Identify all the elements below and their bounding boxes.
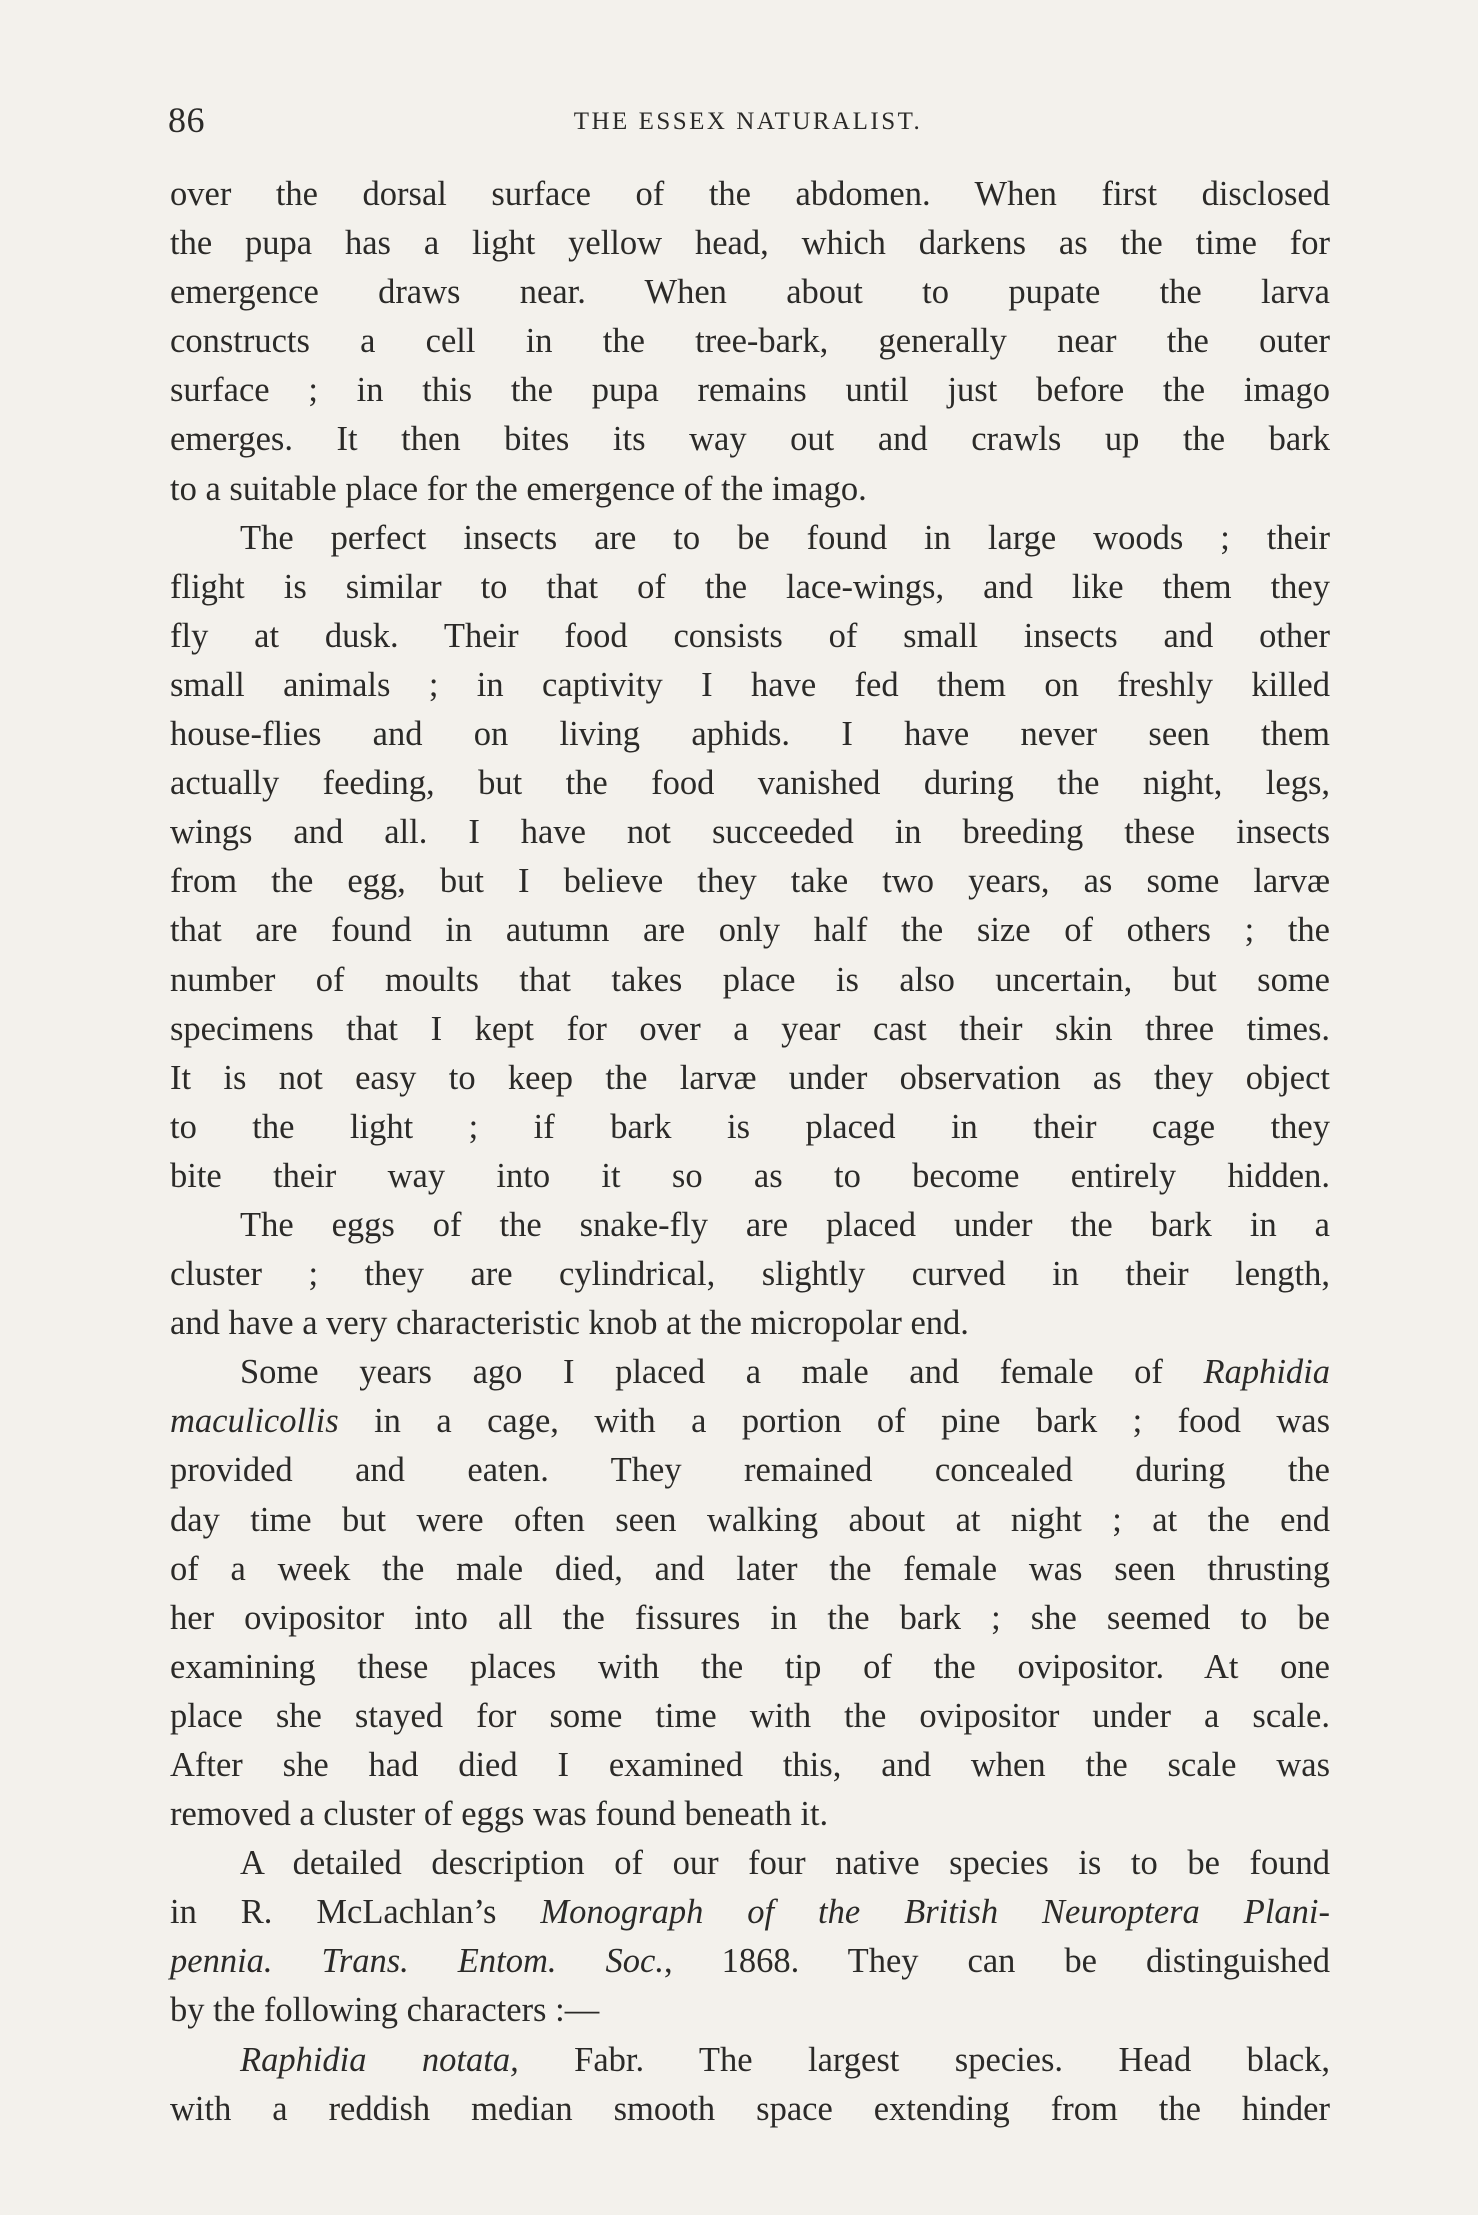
text-segment: Fabr. The largest species. Head black, <box>518 2040 1331 2079</box>
text-line: of a week the male died, and later the female was seen thrusting <box>170 1549 1330 1588</box>
text-line: fly at dusk. Their food consists of small insects and other <box>170 616 1330 655</box>
text-line: surface ; in this the pupa remains until just before the imago <box>170 371 1330 410</box>
text-segment: in a cage, with a portion of pine bark ; food was <box>338 1402 1330 1441</box>
text-line: by the following characters :— <box>170 1991 600 2030</box>
text-line <box>170 1888 1330 1937</box>
text-line: flight is similar to that of the lace-wings, and like them they <box>170 567 1330 606</box>
text-line: over the dorsal surface of the abdomen. When first disclosed <box>170 175 1330 213</box>
text-line <box>170 1397 1330 1446</box>
text-line: her ovipositor into all the fissures in the bark ; she seemed to be <box>170 1598 1330 1637</box>
page-number: 86 <box>168 100 205 140</box>
text-line: After she had died I examined this, and when the scale was <box>170 1746 1330 1784</box>
page-header <box>168 96 1328 146</box>
text-line: The eggs of the snake-fly are placed under the bark in a <box>240 1205 1330 1244</box>
text-segment: Some years ago I placed a male and female of <box>240 1353 1204 1392</box>
text-line: house-flies and on living aphids. I have never seen them <box>170 715 1330 754</box>
body-text <box>170 170 1330 2134</box>
text-segment: , 1868. They can be distinguished <box>663 1942 1330 1981</box>
text-line: provided and eaten. They remained concealed during the <box>170 1451 1330 1490</box>
text-line: place she stayed for some time with the ovipositor under a scale. <box>170 1696 1330 1735</box>
italic-title: pennia. Trans. Entom. Soc. <box>170 1942 664 1981</box>
text-line <box>170 1348 1330 1397</box>
text-line: to the light ; if bark is placed in their cage they <box>170 1107 1330 1146</box>
text-line: day time but were often seen walking about at night ; at the end <box>170 1500 1330 1539</box>
text-segment: in R. McLachlan’s <box>170 1893 541 1932</box>
text-line: small animals ; in captivity I have fed them on freshly killed <box>170 665 1330 704</box>
italic-title: Monograph of the British Neuroptera Plani- <box>540 1893 1330 1932</box>
text-line: cluster ; they are cylindrical, slightly curved in their length, <box>170 1255 1330 1294</box>
text-line: number of moults that takes place is also uncertain, but some <box>170 960 1330 999</box>
italic-species-name: Raphidia notata, <box>240 2040 519 2079</box>
text-line: constructs a cell in the tree-bark, generally near the outer <box>170 322 1330 361</box>
text-line: emergence draws near. When about to pupate the larva <box>170 273 1330 312</box>
text-line: and have a very characteristic knob at the micropolar end. <box>170 1304 969 1343</box>
text-line: specimens that I kept for over a year cast their skin three times. <box>170 1009 1330 1048</box>
text-line: the pupa has a light yellow head, which darkens as the time for <box>170 224 1330 263</box>
text-line: The perfect insects are to be found in large woods ; their <box>240 518 1330 557</box>
text-line <box>170 1937 1330 1986</box>
text-line: removed a cluster of eggs was found beneath it. <box>170 1795 829 1834</box>
italic-species-name: maculicollis <box>170 1402 339 1441</box>
text-line: bite their way into it so as to become entirely hidden. <box>170 1156 1330 1195</box>
text-line: from the egg, but I believe they take two years, as some larvæ <box>170 862 1330 901</box>
italic-species-name: Raphidia <box>1203 1353 1330 1392</box>
text-line: It is not easy to keep the larvæ under observation as they object <box>170 1058 1330 1097</box>
text-line: with a reddish median smooth space extending from the hinder <box>170 2089 1330 2128</box>
text-line: actually feeding, but the food vanished during the night, legs, <box>170 764 1330 803</box>
text-line: A detailed description of our four native species is to be found <box>240 1844 1330 1883</box>
text-line: wings and all. I have not succeeded in breeding these insects <box>170 813 1330 852</box>
text-line: that are found in autumn are only half the size of others ; the <box>170 911 1330 950</box>
text-line: to a suitable place for the emergence of the imago. <box>170 469 867 508</box>
text-line: examining these places with the tip of the ovipositor. At one <box>170 1647 1330 1686</box>
text-line <box>170 2036 1330 2085</box>
running-title: THE ESSEX NATURALIST. <box>573 108 923 135</box>
text-line: emerges. It then bites its way out and crawls up the bark <box>170 420 1330 459</box>
